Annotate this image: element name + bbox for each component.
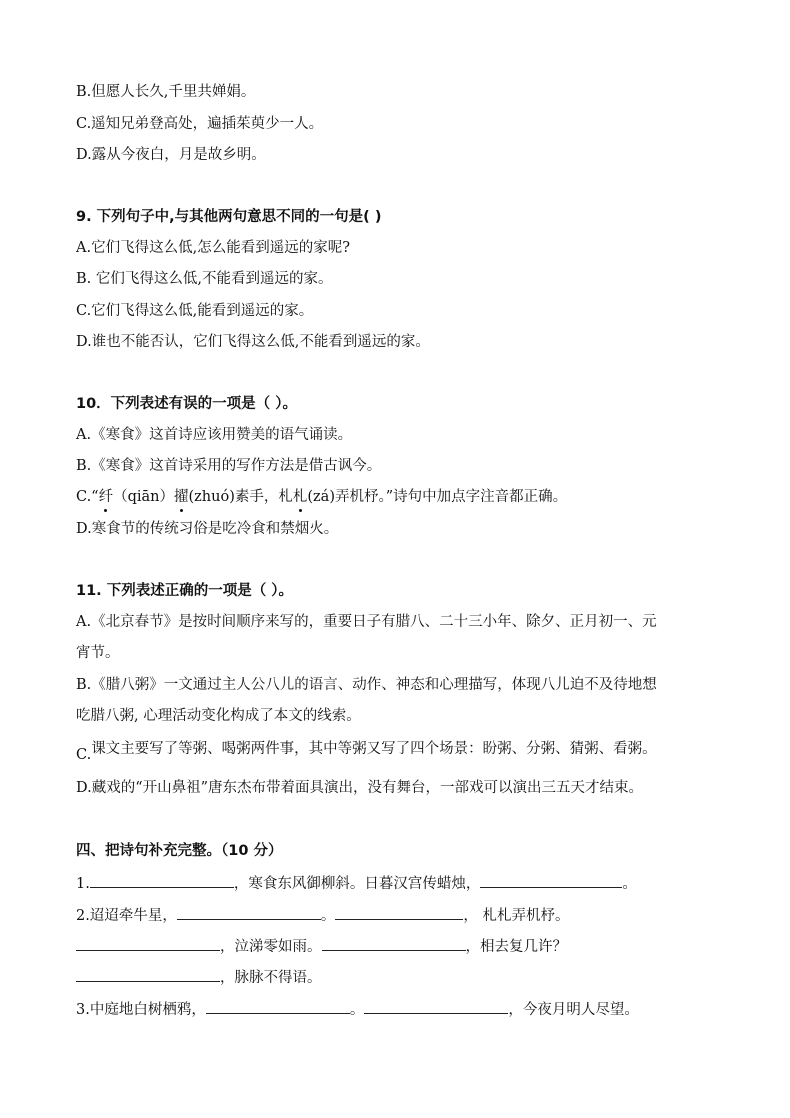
answer-blank[interactable]: [76, 967, 220, 982]
q11-option-b-line1: B.《腊八粥》一文通过主人公八儿的语言、动作、神态和心理描写，体现八儿迫不及待地想: [76, 677, 657, 693]
answer-blank[interactable]: [206, 999, 350, 1014]
poem-line-2: [76, 905, 569, 925]
poem-line-5: [76, 999, 639, 1019]
q10-option-c-middle: (zhuó)素手，札: [188, 489, 293, 505]
poem-line-2-middle: 。: [320, 908, 336, 924]
q10-option-c-pinyin-1: （qiān）: [113, 489, 175, 505]
q11-option-a-line1: A.《北京春节》是按时间顺序来写的，重要日子有腊八、二十三小年、除夕、正月初一、元: [76, 614, 657, 630]
poem-line-1-end: 。: [622, 876, 637, 892]
q9-option-a: A.它们飞得这么低,怎么能看到遥远的家呢?: [76, 240, 350, 256]
q11-option-c-text: 课文主要写了等粥、喝粥两件事，其中等粥又写了四个场景：盼粥、分粥、猜粥、看粥。: [91, 741, 657, 757]
poem-line-1: [76, 873, 637, 893]
answer-blank[interactable]: [364, 999, 508, 1014]
poem-line-1-middle: ，寒食东风御柳斜。日暮汉宫传蜡烛，: [233, 876, 481, 892]
dotted-char-xian: 纤: [98, 489, 114, 505]
q11-option-a-line2: 宵节。: [76, 645, 120, 661]
q8-option-b: B.但愿人长久,千里共婵娟。: [76, 84, 256, 100]
q10-option-a: A.《寒食》这首诗应该用赞美的语气诵读。: [76, 427, 353, 443]
q9-title: 9. 下列句子中,与其他两句意思不同的一句是( ): [76, 209, 382, 225]
q10-option-c-prefix: C.“: [76, 489, 99, 505]
q11-option-b-line2: 吃腊八粥, 心理活动变化构成了本文的线索。: [76, 708, 361, 724]
poem-line-3-end: ，相去复几许？: [465, 939, 567, 955]
q10-option-d: D.寒食节的传统习俗是吃冷食和禁烟火。: [76, 521, 339, 537]
poem-line-3: [76, 936, 567, 956]
poem-line-5-start: 3.中庭地白树栖鸦，: [76, 1002, 206, 1018]
q8-option-c: C.遥知兄弟登高处，遍插茱萸少一人。: [76, 116, 324, 132]
section4-title: 四、把诗句补充完整。（10 分）: [76, 843, 283, 859]
q11-option-c-label: C.: [76, 747, 92, 763]
answer-blank[interactable]: [335, 905, 463, 920]
q8-option-d: D.露从今夜白，月是故乡明。: [76, 147, 266, 163]
answer-blank[interactable]: [76, 936, 220, 951]
answer-blank[interactable]: [177, 905, 321, 920]
q9-option-d: D.谁也不能否认，它们飞得这么低,不能看到遥远的家。: [76, 334, 430, 350]
poem-line-5-end: ，今夜月明人尽望。: [508, 1002, 639, 1018]
poem-line-2-end: ， 札札弄机杼。: [463, 908, 570, 924]
q10-option-c-suffix: (zá)弄机杼。”诗句中加点字注音都正确。: [307, 489, 568, 505]
q11-title: 11. 下列表述正确的一项是（ ）。: [76, 583, 294, 599]
q10-title: 10．下列表述有误的一项是（ ）。: [76, 396, 297, 412]
poem-line-2-start: 2.迢迢牵牛星，: [76, 908, 177, 924]
q9-option-b: B. 它们飞得这么低,不能看到遥远的家。: [76, 271, 333, 287]
q11-option-c: [76, 740, 657, 763]
poem-line-4-end: ，脉脉不得语。: [220, 970, 322, 986]
poem-line-3-middle: ，泣涕零如雨。: [220, 939, 322, 955]
q10-option-b: B.《寒食》这首诗采用的写作方法是借古讽今。: [76, 458, 382, 474]
q11-option-d: D.藏戏的“开山鼻祖”唐东杰布带着面具演出，没有舞台，一部戏可以演出三五天才结束。: [76, 780, 644, 796]
poem-line-5-middle: 。: [349, 1002, 365, 1018]
dotted-char-zhuo: 擢: [174, 489, 189, 505]
answer-blank[interactable]: [322, 936, 466, 951]
dotted-char-zha: 札: [292, 489, 308, 505]
q10-option-c: [76, 488, 567, 506]
answer-blank[interactable]: [90, 873, 234, 888]
poem-line-1-number: 1.: [76, 876, 90, 892]
q9-option-c: C.它们飞得这么低,能看到遥远的家。: [76, 303, 314, 319]
answer-blank[interactable]: [480, 873, 622, 888]
poem-line-4: [76, 967, 322, 987]
